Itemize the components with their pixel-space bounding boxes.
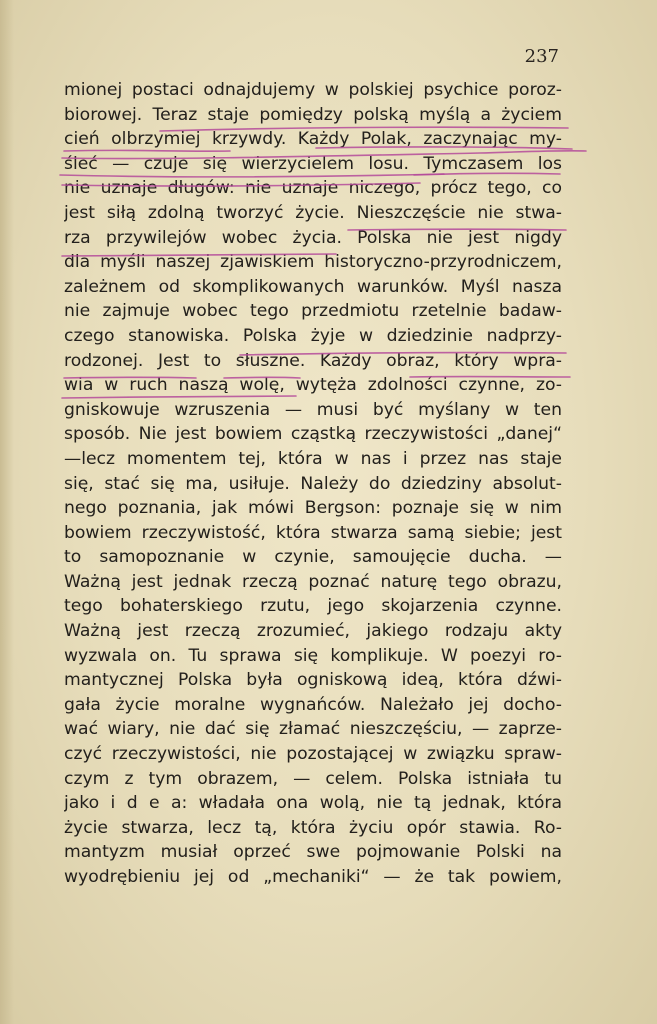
text-line: czyć rzeczywistości, nie pozostającej w związku spraw- — [64, 744, 562, 765]
page-gutter-shadow — [0, 0, 14, 1024]
text-line: tego bohaterskiego rzutu, jego skojarzenia czynne. — [64, 596, 562, 617]
text-line: rodzonej. Jest to słuszne. Każdy obraz, który wpra- — [64, 350, 562, 371]
text-line: śleć — czuje się wierzycielem losu. Tymczasem los — [64, 153, 562, 174]
text-line: biorowej. Teraz staje pomiędzy polską myślą a życiem — [64, 104, 562, 125]
text-line: mantycznej Polska była ogniskową ideą, która dźwi- — [64, 670, 562, 691]
text-line: wyodrębieniu jej od „mechaniki“ — że tak powiem, — [64, 867, 562, 887]
text-line: gała życie moralne wygnańców. Należało jej docho- — [64, 694, 562, 715]
text-line: się, stać się ma, usiłuje. Należy do dziedziny absolut- — [64, 473, 562, 494]
text-line: to samopoznanie w czynie, samoujęcie ducha. — — [64, 547, 562, 568]
text-line: Ważną jest jednak rzeczą poznać naturę tego obrazu, — [64, 571, 562, 592]
text-line: jako i d e a: władała ona wolą, nie tą jednak, która — [64, 793, 562, 814]
text-line: mionej postaci odnajdujemy w polskiej psychice poroz- — [64, 80, 562, 100]
text-line: zależnem od skomplikowanych warunków. Myśl nasza — [64, 276, 562, 297]
text-line: wać wiary, nie dać się złamać nieszczęściu, — zaprze- — [64, 719, 562, 740]
text-line: wia w ruch naszą wolę, wytęża zdolności czynne, zo- — [64, 375, 562, 396]
text-line: jest siłą zdolną tworzyć życie. Nieszczęście nie stwa- — [64, 202, 562, 223]
text-line: wyzwala on. Tu sprawa się komplikuje. W poezyi ro- — [64, 645, 562, 666]
text-line: sposób. Nie jest bowiem cząstką rzeczywistości „danej“ — [64, 424, 562, 445]
text-line: dla myśli naszej zjawiskiem historyczno-przyrodniczem, — [64, 252, 562, 273]
text-line: nego poznania, jak mówi Bergson: poznaje się w nim — [64, 498, 562, 519]
page-number: 237 — [524, 46, 559, 67]
text-line: cień olbrzymiej krzywdy. Każdy Polak, zaczynając my- — [64, 129, 562, 150]
body-text — [64, 78, 562, 890]
text-line: Ważną jest rzeczą zrozumieć, jakiego rodzaju akty — [64, 621, 562, 642]
text-line: nie uznaje długów: nie uznaje niczego, prócz tego, co — [64, 178, 562, 199]
text-line: nie zajmuje wobec tego przedmiotu rzetelnie badaw- — [64, 301, 562, 322]
text-line: rza przywilejów wobec życia. Polska nie jest nigdy — [64, 227, 562, 248]
text-line: —lecz momentem tej, która w nas i przez nas staje — [64, 448, 562, 469]
text-line: bowiem rzeczywistość, która stwarza samą siebie; jest — [64, 522, 562, 543]
text-line: gniskowuje wzruszenia — musi być myślany w ten — [64, 399, 562, 420]
text-line: czym z tym obrazem, — celem. Polska istniała tu — [64, 768, 562, 789]
text-line: mantyzm musiał oprzeć swe pojmowanie Polski na — [64, 842, 562, 863]
text-line: życie stwarza, lecz tą, która życiu opór stawia. Ro- — [64, 817, 562, 838]
text-line: czego stanowiska. Polska żyje w dziedzinie nadprzy- — [64, 325, 562, 346]
